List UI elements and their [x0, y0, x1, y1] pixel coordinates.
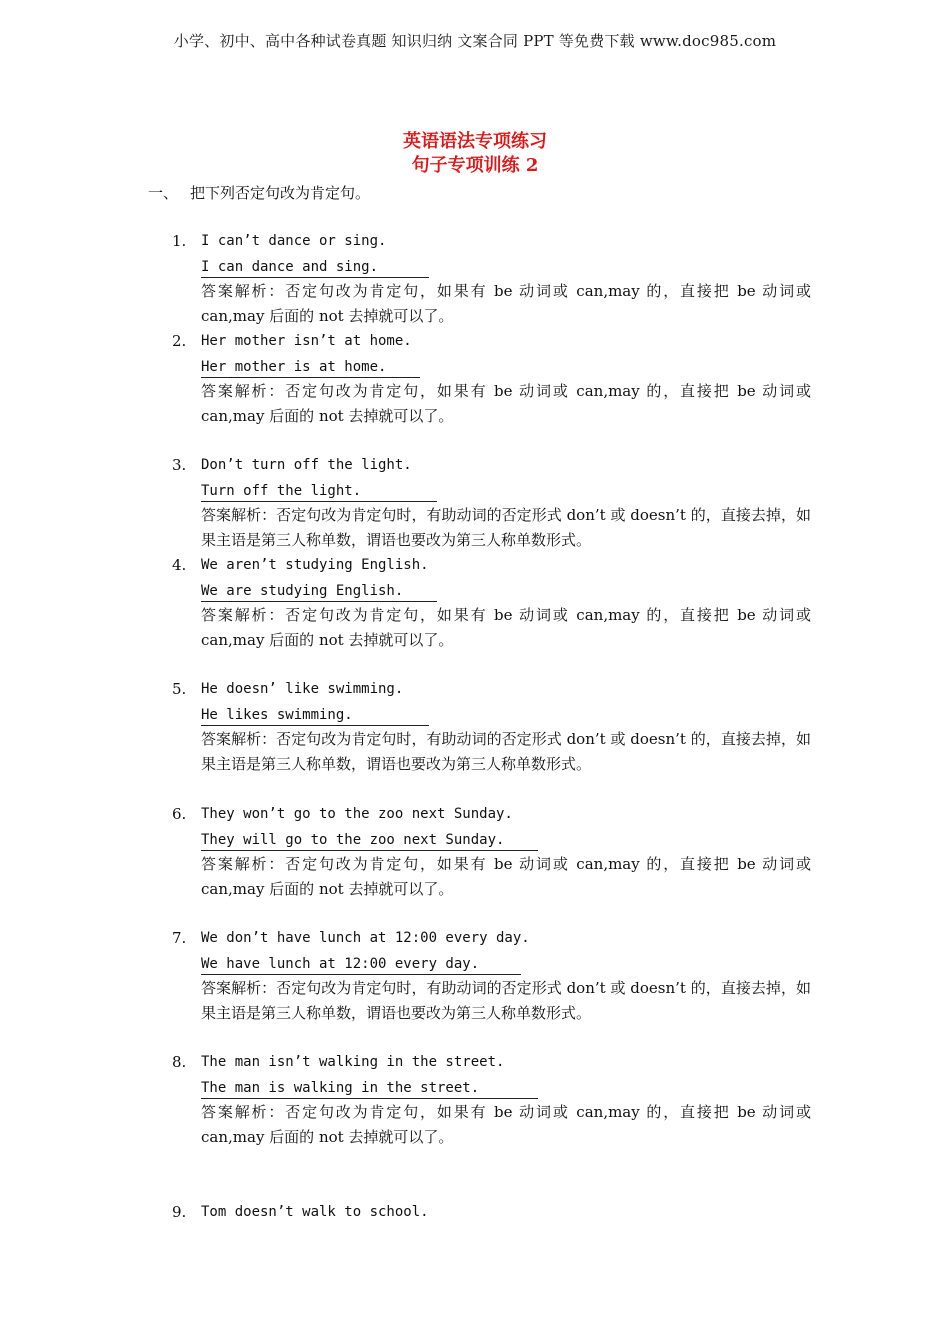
exercise-1 [172, 229, 822, 329]
exercise-question: The man isn’t walking in the street. [201, 1054, 505, 1070]
page-header: 小学、初中、高中各种试卷真题 知识归纳 文案合同 PPT 等免费下载 www.doc985.com [173, 32, 777, 50]
title-line-1: 英语语法专项练习 [403, 131, 547, 152]
exercise-answer: The man is walking in the street. [201, 1079, 538, 1099]
answer-analysis: 答案解析：否定句改为肯定句时，有助动词的否定形式 don’t 或 doesn’t 的，直接去掉，如果主语是第三人称单数，谓语也要改为第三人称单数形式。 [201, 979, 811, 1022]
section-instruction: 把下列否定句改为肯定句。 [190, 184, 371, 202]
exercise-question: We don’t have lunch at 12:00 every day. [201, 930, 530, 946]
exercise-question: Her mother isn’t at home. [201, 333, 412, 349]
exercise-answer: Her mother is at home. [201, 358, 420, 378]
exercise-number: 2. [172, 332, 187, 350]
document-title [0, 130, 950, 178]
exercise-4 [172, 553, 822, 653]
exercise-2 [172, 329, 822, 429]
exercise-question: I can’t dance or sing. [201, 233, 387, 249]
exercise-3 [172, 453, 822, 553]
answer-analysis: 答案解析：否定句改为肯定句，如果有 be 动词或 can,may 的，直接把 be 动词或 can,may 后面的 not 去掉就可以了。 [201, 382, 811, 425]
exercise-number: 7. [172, 929, 187, 947]
exercise-answer: He likes swimming. [201, 706, 429, 726]
exercise-number: 5. [172, 680, 187, 698]
exercise-5 [172, 677, 822, 777]
answer-analysis: 答案解析：否定句改为肯定句，如果有 be 动词或 can,may 的，直接把 be 动词或 can,may 后面的 not 去掉就可以了。 [201, 855, 811, 898]
exercise-number: 4. [172, 556, 187, 574]
section-number: 一、 [148, 184, 179, 202]
exercise-6 [172, 802, 822, 902]
exercise-answer: We have lunch at 12:00 every day. [201, 955, 521, 975]
exercise-question: They won’t go to the zoo next Sunday. [201, 806, 513, 822]
exercise-8 [172, 1050, 822, 1150]
exercise-question: Don’t turn off the light. [201, 457, 412, 473]
exercise-number: 1. [172, 232, 187, 250]
title-line-2: 句子专项训练 2 [411, 155, 539, 176]
exercise-question: Tom doesn’t walk to school. [201, 1204, 429, 1220]
exercise-answer: I can dance and sing. [201, 258, 429, 278]
exercise-question: He doesn’ like swimming. [201, 681, 404, 697]
exercise-number: 8. [172, 1053, 187, 1071]
exercise-9 [172, 1200, 822, 1225]
exercise-number: 9. [172, 1203, 187, 1221]
answer-analysis: 答案解析：否定句改为肯定句时，有助动词的否定形式 don’t 或 doesn’t 的，直接去掉，如果主语是第三人称单数，谓语也要改为第三人称单数形式。 [201, 730, 811, 773]
exercise-7 [172, 926, 822, 1026]
answer-analysis: 答案解析：否定句改为肯定句时，有助动词的否定形式 don’t 或 doesn’t 的，直接去掉，如果主语是第三人称单数，谓语也要改为第三人称单数形式。 [201, 506, 811, 549]
answer-analysis: 答案解析：否定句改为肯定句，如果有 be 动词或 can,may 的，直接把 be 动词或 can,may 后面的 not 去掉就可以了。 [201, 1103, 811, 1146]
answer-analysis: 答案解析：否定句改为肯定句，如果有 be 动词或 can,may 的，直接把 be 动词或 can,may 后面的 not 去掉就可以了。 [201, 606, 811, 649]
exercise-answer: We are studying English. [201, 582, 437, 602]
exercise-number: 6. [172, 805, 187, 823]
answer-analysis: 答案解析：否定句改为肯定句，如果有 be 动词或 can,may 的，直接把 be 动词或 can,may 后面的 not 去掉就可以了。 [201, 282, 811, 325]
exercise-answer: They will go to the zoo next Sunday. [201, 831, 538, 851]
section-heading [148, 182, 370, 203]
exercise-number: 3. [172, 456, 187, 474]
exercise-answer: Turn off the light. [201, 482, 437, 502]
exercise-question: We aren’t studying English. [201, 557, 429, 573]
